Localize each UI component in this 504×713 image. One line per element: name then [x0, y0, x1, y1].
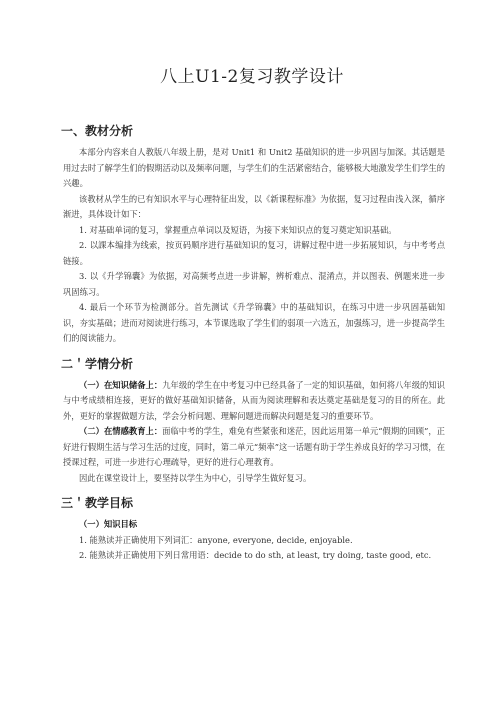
paragraph: 因此在课堂设计上，要坚持以学生为中心，引导学生做好复习。 — [79, 472, 312, 483]
paragraph: 该教材从学生的已有知识水平与心理特征出发，以《新课程标准》为依据，复习过程由浅入深，循序渐进，具体设计如下： — [63, 193, 445, 219]
paragraph: 2. 以課本编排为线索，按页码顺序进行基础知识的复习，讲解过程中进一步拓展知识，与中考考点链接。 — [63, 240, 445, 266]
paragraph — [63, 378, 445, 425]
paragraph-lead: （一）在知识储备上： — [79, 379, 163, 390]
section-teaching-objectives — [63, 494, 445, 564]
paragraph-lead: （一）知识目标 — [79, 519, 138, 529]
paragraph: 2. 能熟读并正确使用下列日常用语：decide to do sth, at least, try doing, taste good, etc. — [79, 550, 432, 560]
paragraph: 本部分内容来自人教版八年级上册，是对 Unit1 和 Unit2 基础知识的进一步巩固与加深。其话题是用过去时了解学生们的假期活动以及频率问题，与学生们的生活紧密结合，能够极大地激发学生们学生的兴趣。 — [63, 147, 445, 188]
page-title: 八上U1-2复习教学设计 — [160, 67, 344, 87]
paragraph: 4. 最后一个环节为检测部分。首先测试《升学锦囊》中的基础知识，在练习中进一步巩固基础知识，夯实基础；进而对阅读进行练习，本节课选取了学生们的弱项一六选五，加强练习，进一步提高学生们的阅读能力。 — [63, 302, 445, 343]
section-materials-analysis — [63, 122, 445, 347]
section-heading: 三＇教学目标 — [61, 496, 134, 510]
subheading — [63, 517, 445, 533]
section-heading: 一、教材分析 — [61, 124, 134, 138]
paragraph: 1. 能熟读并正确使用下列词汇：anyone, everyone, decide, enjoyable. — [79, 534, 353, 545]
paragraph-text: 九年级的学生在中考复习中已经具备了一定的知识基础，如何将八年级的知识与中考成绩相连接，更好的做好基础知识储备，从而为阅读理解和表达奠定基础是复习的目的所在。此外，更好的掌握做题方法，学会分析问题、理解问题进而解决问题是复习的重要环节。 — [63, 379, 445, 421]
paragraph: 3. 以《升学锦囊》为依据，对高频考点进一步讲解，辨析难点、混淆点，并以图表、例题来进一步巩固练习。 — [63, 271, 445, 297]
paragraph-text: 面临中考的学生，难免有些紧张和迷茫，因此运用第一单元“假期的回顾”，正好进行假期生活与学习生活的过度，同时，第二单元“频率”这一话题有助于学生养成良好的学习习惯，在授课过程，可进一步进行心理疏导，更好的进行心理教育。 — [63, 426, 445, 467]
section-heading: 二＇学情分析 — [61, 356, 134, 371]
document-body — [63, 122, 445, 564]
paragraph — [63, 424, 445, 471]
paragraph-lead: （二）在情感教育上： — [79, 426, 163, 436]
section-learner-analysis — [63, 355, 445, 487]
paragraph: 1. 对基础单词的复习，掌握重点单词以及短语，为接下来知识点的复习奠定知识基础。 — [79, 224, 397, 235]
